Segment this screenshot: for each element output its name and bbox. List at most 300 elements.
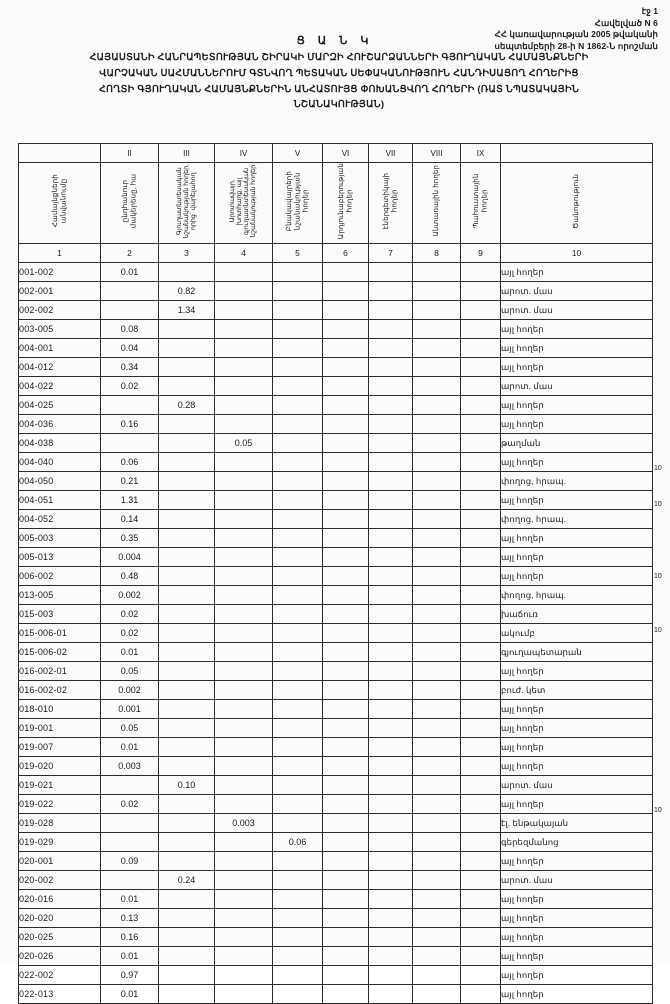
row-margin-mark [654,946,670,964]
cell-agricultural [159,909,215,928]
cell-settlement [273,681,323,700]
cell-code: 022-013 [19,985,101,1004]
cell-agricultural [159,453,215,472]
roman-4: IV [215,144,273,163]
cell-total-area: 0.16 [101,928,159,947]
cell-note: այլ հողեր [501,928,653,947]
cell-reserve [461,947,501,966]
cell-energy [369,624,413,643]
title-line-1: ՀԱՅԱՍՏԱՆԻ ՀԱՆՐԱՊԵՏՈՒԹՅԱՆ ՇԻՐԱԿԻ ՄԱՐԶԻ ՀՈՒՇԱՐՁԱՆՆԵՐԻ ԳՅՈՒՂԱԿԱՆ ՀԱՄԱՅՆՔՆԵՐԻ [89,52,589,63]
cell-agricultural: 0.24 [159,871,215,890]
cell-total-area: 0.14 [101,510,159,529]
cell-industry [323,928,369,947]
cell-note: այլ հողեր [501,700,653,719]
table-row [19,510,653,529]
cell-reserve [461,871,501,890]
cell-energy [369,795,413,814]
row-margin-mark [654,280,670,298]
row-margin-mark: 10 [654,501,662,508]
cell-pasture [215,700,273,719]
cell-agricultural [159,567,215,586]
cell-forest [413,795,461,814]
cell-note: խաճուռ [501,605,653,624]
cell-total-area [101,814,159,833]
cell-total-area [101,434,159,453]
row-margin-mark [654,604,670,622]
cell-forest [413,700,461,719]
cell-industry [323,947,369,966]
th-label-9: Պահուստային հողեր [471,173,489,229]
row-margin-mark [654,334,670,352]
cell-forest [413,263,461,282]
cell-forest [413,320,461,339]
cell-settlement [273,358,323,377]
cell-total-area: 0.05 [101,719,159,738]
cell-pasture [215,947,273,966]
cell-agricultural [159,833,215,852]
cell-energy [369,491,413,510]
cell-industry [323,624,369,643]
cell-total-area: 0.21 [101,472,159,491]
cell-reserve [461,510,501,529]
cell-pasture [215,757,273,776]
cell-forest [413,434,461,453]
document-title-word: Ց Ա Ն Կ [296,35,374,47]
cell-agricultural [159,586,215,605]
cell-reserve [461,795,501,814]
th-label-6: Արդյունաբերության հողեր [336,163,354,240]
cell-total-area: 0.16 [101,415,159,434]
cell-note: ակումբ [501,624,653,643]
cell-note: այլ հողեր [501,548,653,567]
row-margin-mark [654,532,670,550]
cell-code: 005-003 [19,529,101,548]
cell-total-area: 0.01 [101,643,159,662]
cell-settlement [273,700,323,719]
cell-settlement [273,985,323,1004]
cell-energy [369,890,413,909]
cell-note: արոտ. մաս [501,282,653,301]
cell-code: 016-002-02 [19,681,101,700]
cell-forest [413,491,461,510]
cell-total-area: 0.01 [101,738,159,757]
cell-code: 019-007 [19,738,101,757]
page-number: էջ 1 [641,6,658,16]
cell-industry [323,282,369,301]
row-margin-mark [654,514,670,532]
cell-reserve [461,377,501,396]
cell-agricultural [159,377,215,396]
row-margin-mark [654,676,670,694]
cell-pasture [215,738,273,757]
cell-pasture [215,339,273,358]
cell-settlement [273,624,323,643]
cell-pasture [215,548,273,567]
cell-agricultural [159,415,215,434]
cell-industry [323,966,369,985]
cell-forest [413,947,461,966]
row-margin-mark [654,586,670,604]
cell-code: 020-025 [19,928,101,947]
cell-total-area: 0.35 [101,529,159,548]
cell-code: 004-022 [19,377,101,396]
cell-note: այլ հողեր [501,909,653,928]
colnum-7: 7 [369,244,413,263]
cell-reserve [461,301,501,320]
cell-agricultural [159,624,215,643]
roman-8: VIII [413,144,461,163]
row-margin-mark [654,442,670,460]
table-row [19,662,653,681]
cell-note: արոտ. մաս [501,301,653,320]
cell-note: այլ հողեր [501,529,653,548]
cell-total-area: 0.13 [101,909,159,928]
cell-total-area: 0.34 [101,358,159,377]
cell-settlement [273,662,323,681]
cell-reserve [461,643,501,662]
row-margin-mark: 10 [654,465,662,472]
table-row [19,681,653,700]
cell-industry [323,529,369,548]
cell-agricultural [159,339,215,358]
cell-industry [323,358,369,377]
cell-industry [323,757,369,776]
table-row [19,909,653,928]
table-row [19,738,653,757]
th-label-1: Համայնքների անվանումը [50,174,68,228]
cell-industry [323,453,369,472]
cell-reserve [461,453,501,472]
cell-code: 016-002-01 [19,662,101,681]
cell-settlement [273,548,323,567]
cell-forest [413,833,461,852]
cell-note: գյուղապետարան [501,643,653,662]
cell-total-area: 0.01 [101,985,159,1004]
cell-code: 013-005 [19,586,101,605]
cell-settlement [273,776,323,795]
cell-energy [369,833,413,852]
cell-energy [369,339,413,358]
cell-industry [323,814,369,833]
header-line-3: սեպտեմբերի 28-ի N 1862-Ն որոշման [494,40,658,51]
cell-reserve [461,833,501,852]
cell-agricultural [159,510,215,529]
cell-energy [369,814,413,833]
cell-reserve [461,396,501,415]
cell-agricultural [159,985,215,1004]
cell-code: 004-040 [19,453,101,472]
cell-reserve [461,928,501,947]
roman-2: II [101,144,159,163]
cell-reserve [461,339,501,358]
cell-total-area: 0.01 [101,890,159,909]
title-line-2: ՎԱՐՉԱԿԱՆ ՍԱՀՄԱՆՆԵՐՈՒՄ ԳՏՆՎՈՂ ՊԵՏԱԿԱՆ ՍԵՓԱԿԱՆՈՒԹՅՈՒՆ ՀԱՆԴԻՍԱՑՈՂ ՀՈՂԵՐԻՑ [99,67,579,79]
cell-industry [323,472,369,491]
cell-reserve [461,814,501,833]
cell-agricultural [159,928,215,947]
cell-note: այլ հողեր [501,985,653,1004]
cell-note: այլ հողեր [501,719,653,738]
th-agricultural [159,163,215,244]
cell-agricultural [159,358,215,377]
cell-industry [323,738,369,757]
cell-total-area: 0.003 [101,757,159,776]
cell-forest [413,282,461,301]
cell-agricultural [159,757,215,776]
colnum-1: 1 [19,244,101,263]
th-forest [413,163,461,244]
cell-pasture [215,472,273,491]
cell-pasture [215,871,273,890]
cell-forest [413,719,461,738]
cell-reserve [461,415,501,434]
cell-agricultural [159,795,215,814]
cell-total-area: 0.001 [101,700,159,719]
cell-reserve [461,605,501,624]
cell-code: 003-005 [19,320,101,339]
cell-settlement [273,757,323,776]
table-row [19,871,653,890]
cell-code: 004-052 [19,510,101,529]
cell-pasture [215,605,273,624]
cell-agricultural [159,472,215,491]
cell-pasture [215,681,273,700]
cell-note: այլ հողեր [501,966,653,985]
cell-pasture [215,529,273,548]
cell-total-area: 0.97 [101,966,159,985]
cell-note: այլ հողեր [501,757,653,776]
cell-industry [323,567,369,586]
cell-note: այլ հողեր [501,491,653,510]
cell-pasture [215,491,273,510]
cell-settlement [273,282,323,301]
cell-forest [413,548,461,567]
cell-note: այլ հողեր [501,453,653,472]
cell-reserve [461,681,501,700]
cell-industry [323,890,369,909]
cell-agricultural [159,263,215,282]
cell-note: այլ հողեր [501,662,653,681]
cell-pasture [215,358,273,377]
table-number-row [19,244,653,263]
cell-energy [369,757,413,776]
cell-code: 015-006-02 [19,643,101,662]
cell-energy [369,263,413,282]
cell-energy [369,643,413,662]
cell-reserve [461,624,501,643]
th-label-5: Բնակավայրերի նշանակության հողեր [284,171,310,232]
cell-industry [323,339,369,358]
cell-total-area [101,776,159,795]
cell-reserve [461,586,501,605]
cell-code: 018-010 [19,700,101,719]
cell-total-area [101,301,159,320]
cell-energy [369,586,413,605]
cell-reserve [461,776,501,795]
cell-agricultural [159,966,215,985]
cell-code: 019-028 [19,814,101,833]
cell-agricultural [159,719,215,738]
cell-industry [323,985,369,1004]
cell-total-area: 0.004 [101,548,159,567]
cell-forest [413,681,461,700]
cell-pasture: 0.05 [215,434,273,453]
row-margin-mark [654,298,670,316]
table-row [19,643,653,662]
colnum-10: 10 [501,244,653,263]
cell-settlement [273,415,323,434]
row-margin-mark [654,838,670,856]
roman-5: V [273,144,323,163]
cell-settlement [273,339,323,358]
cell-energy [369,871,413,890]
th-label-7: էներգետիկայի հողեր [381,172,399,230]
cell-industry [323,377,369,396]
table-row [19,605,653,624]
land-registry-table [18,143,653,1004]
cell-reserve [461,852,501,871]
cell-reserve [461,966,501,985]
title-line-3: ՀՈՂՏԻ ԳՅՈՒՂԱԿԱՆ ՀԱՄԱՅՆՔՆԵՐԻՆ ԱՆՀԱՏՈՒՅՑ ՓՈԽԱՆՑՎՈՂ ՀՈՂԵՐԻ (ՌԱՏ ՆՊԱՏԱԿԱՅԻՆ [98,83,580,95]
cell-pasture [215,795,273,814]
row-margin-mark [654,550,670,568]
cell-pasture [215,662,273,681]
table-row [19,586,653,605]
header-line-2: ՀՀ կառավարության 2005 թվականի [494,29,658,40]
cell-note: այլ հողեր [501,890,653,909]
cell-energy [369,358,413,377]
table-row [19,890,653,909]
cell-settlement [273,795,323,814]
cell-forest [413,339,461,358]
cell-note: գերեզմանոց [501,833,653,852]
cell-settlement [273,586,323,605]
cell-pasture [215,282,273,301]
cell-total-area [101,833,159,852]
cell-forest [413,890,461,909]
cell-code: 020-016 [19,890,101,909]
cell-forest [413,985,461,1004]
roman-3: III [159,144,215,163]
row-margin-mark [654,478,670,496]
table-row [19,985,653,1004]
cell-reserve [461,358,501,377]
cell-pasture [215,909,273,928]
cell-energy [369,605,413,624]
th-industry [323,163,369,244]
cell-agricultural [159,681,215,700]
th-label-3: Գյուղատնտեսական նշանակության հողեր, որից` վարելահող [175,164,198,239]
table-row [19,263,653,282]
cell-forest [413,377,461,396]
cell-agricultural: 0.28 [159,396,215,415]
cell-energy [369,453,413,472]
cell-industry [323,586,369,605]
cell-forest [413,415,461,434]
cell-energy [369,928,413,947]
cell-industry [323,909,369,928]
cell-code: 020-002 [19,871,101,890]
cell-settlement [273,909,323,928]
cell-settlement [273,320,323,339]
cell-code: 020-026 [19,947,101,966]
cell-settlement [273,263,323,282]
cell-energy [369,282,413,301]
cell-forest [413,928,461,947]
cell-industry [323,491,369,510]
cell-total-area: 0.09 [101,852,159,871]
row-margin-mark: 10 [654,807,662,814]
cell-note: արոտ. մաս [501,871,653,890]
title-line-4: ՆՇԱՆԱԿՈՒԹՅԱՆ) [293,99,385,111]
cell-code: 006-002 [19,567,101,586]
cell-pasture [215,833,273,852]
colnum-9: 9 [461,244,501,263]
row-margin-mark [654,352,670,370]
cell-code: 004-050 [19,472,101,491]
cell-pasture [215,776,273,795]
colnum-6: 6 [323,244,369,263]
cell-industry [323,795,369,814]
cell-forest [413,909,461,928]
cell-total-area: 0.04 [101,339,159,358]
cell-industry [323,548,369,567]
cell-forest [413,529,461,548]
cell-code: 015-003 [19,605,101,624]
cell-forest [413,757,461,776]
cell-energy [369,776,413,795]
cell-agricultural: 0.10 [159,776,215,795]
cell-pasture [215,510,273,529]
cell-code: 022-002 [19,966,101,985]
cell-code: 004-001 [19,339,101,358]
cell-energy [369,377,413,396]
row-margin-mark [654,820,670,838]
header-line-1: Հավելված N 6 [594,18,658,28]
cell-industry [323,510,369,529]
cell-code: 004-025 [19,396,101,415]
cell-forest [413,605,461,624]
cell-note: փողոց, հրապ. [501,586,653,605]
cell-settlement [273,396,323,415]
cell-note: այլ հողեր [501,738,653,757]
table-row [19,567,653,586]
table-row [19,814,653,833]
cell-industry [323,871,369,890]
table-row [19,757,653,776]
cell-energy [369,947,413,966]
cell-total-area: 0.002 [101,586,159,605]
row-margin-mark [654,928,670,946]
cell-reserve [461,263,501,282]
cell-pasture [215,567,273,586]
row-margin-mark [654,388,670,406]
row-margin-mark [654,694,670,712]
table-row [19,472,653,491]
cell-total-area: 0.08 [101,320,159,339]
table-row [19,795,653,814]
side-margin-marks [654,262,670,964]
cell-reserve [461,985,501,1004]
cell-agricultural [159,852,215,871]
cell-agricultural [159,548,215,567]
cell-settlement [273,434,323,453]
cell-industry [323,605,369,624]
row-margin-mark [654,712,670,730]
table-row [19,434,653,453]
cell-settlement [273,947,323,966]
cell-agricultural [159,643,215,662]
